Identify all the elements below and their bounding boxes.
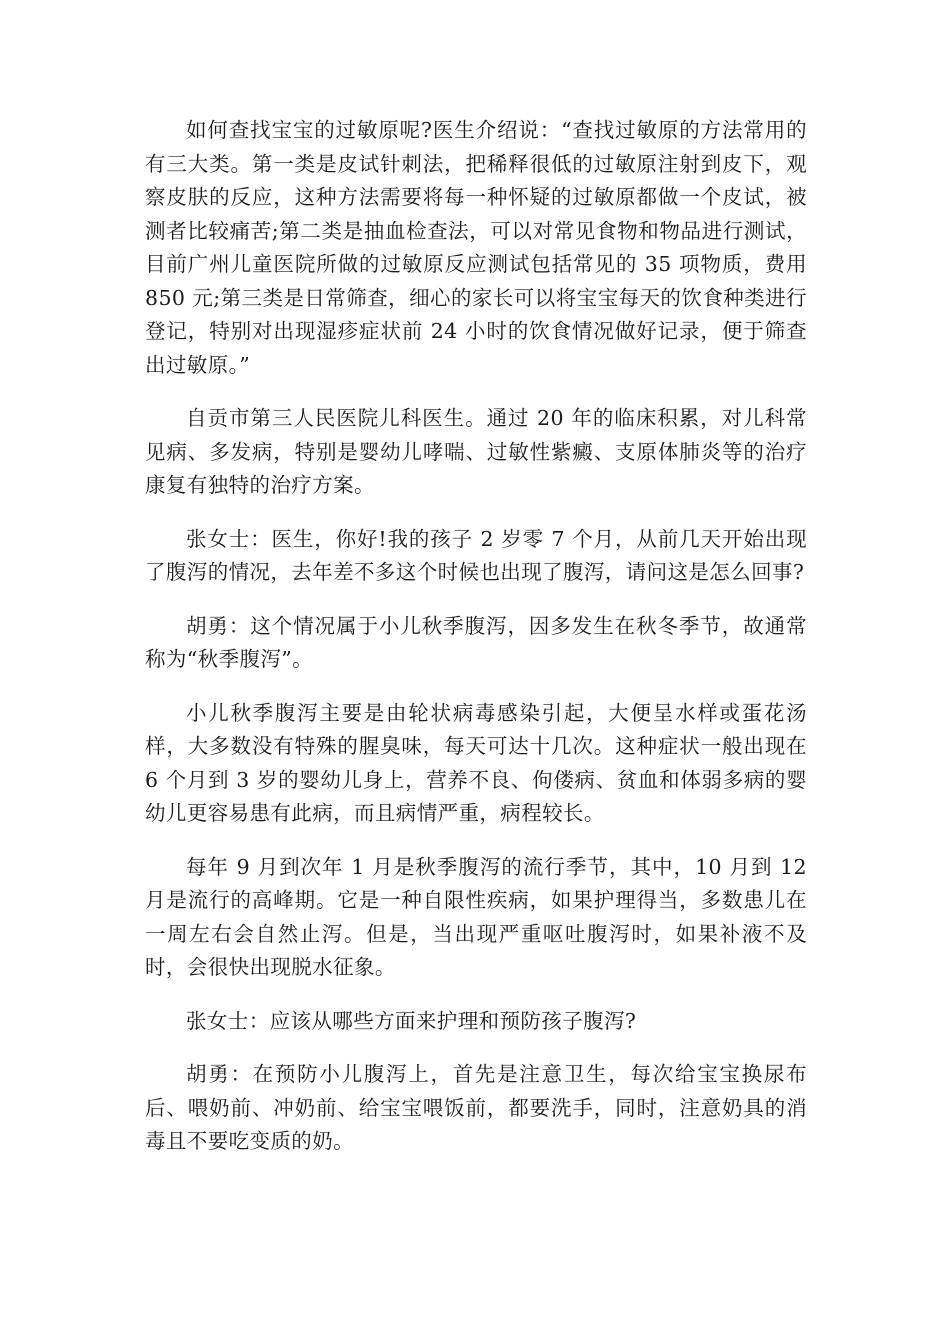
paragraph-rotavirus-cause: 小儿秋季腹泻主要是由轮状病毒感染引起，大便呈水样或蛋花汤样，大多数没有特殊的腥臭味，每天可达十几次。这种症状一般出现在 6 个月到 3 岁的婴幼儿身上，营养不良、佝偻病、贫血和体弱多病的婴幼儿更容易患有此病，而且病情严重，病程较长。	[145, 700, 807, 825]
paragraph-question-prevention: 张女士：应该从哪些方面来护理和预防孩子腹泻?	[186, 1008, 637, 1033]
paragraph-question-diarrhea: 张女士：医生，你好!我的孩子 2 岁零 7 个月，从前几天开始出现了腹泻的情况，去年差不多这个时候也出现了腹泻，请问这是怎么回事?	[145, 526, 807, 584]
document-body	[145, 114, 807, 1179]
paragraph-doctor-intro: 自贡市第三人民医院儿科医生。通过 20 年的临床积累，对儿科常见病、多发病，特别是婴幼儿哮喘、过敏性紫癜、支原体肺炎等的治疗康复有独特的治疗方案。	[145, 406, 807, 497]
paragraph-allergen-testing: 如何查找宝宝的过敏原呢?医生介绍说：“查找过敏原的方法常用的有三大类。第一类是皮试针刺法，把稀释很低的过敏原注射到皮下，观察皮肤的反应，这种方法需要将每一种怀疑的过敏原都做一个皮试，被测者比较痛苦;第二类是抽血检查法，可以对常见食物和物品进行测试，目前广州儿童医院所做的过敏原反应测试包括常见的 35 项物质，费用 850 元;第三类是日常筛查，细心的家长可以将宝宝每天的饮食种类进行登记，特别对出现湿疹症状前 24 小时的饮食情况做好记录，便于筛查出过敏原。”	[145, 118, 807, 377]
paragraph-answer-autumn-diarrhea: 胡勇：这个情况属于小儿秋季腹泻，因多发生在秋冬季节，故通常称为“秋季腹泻”。	[145, 613, 807, 671]
paragraph-epidemic-season: 每年 9 月到次年 1 月是秋季腹泻的流行季节，其中，10 月到 12 月是流行的高峰期。它是一种自限性疾病，如果护理得当，多数患儿在一周左右会自然止泻。但是，当出现严重呕吐腹泻时，如果补液不及时，会很快出现脱水征象。	[145, 854, 807, 979]
paragraph-answer-prevention: 胡勇：在预防小儿腹泻上，首先是注意卫生，每次给宝宝换尿布后、喂奶前、冲奶前、给宝宝喂饭前，都要洗手，同时，注意奶具的消毒且不要吃变质的奶。	[145, 1062, 807, 1153]
